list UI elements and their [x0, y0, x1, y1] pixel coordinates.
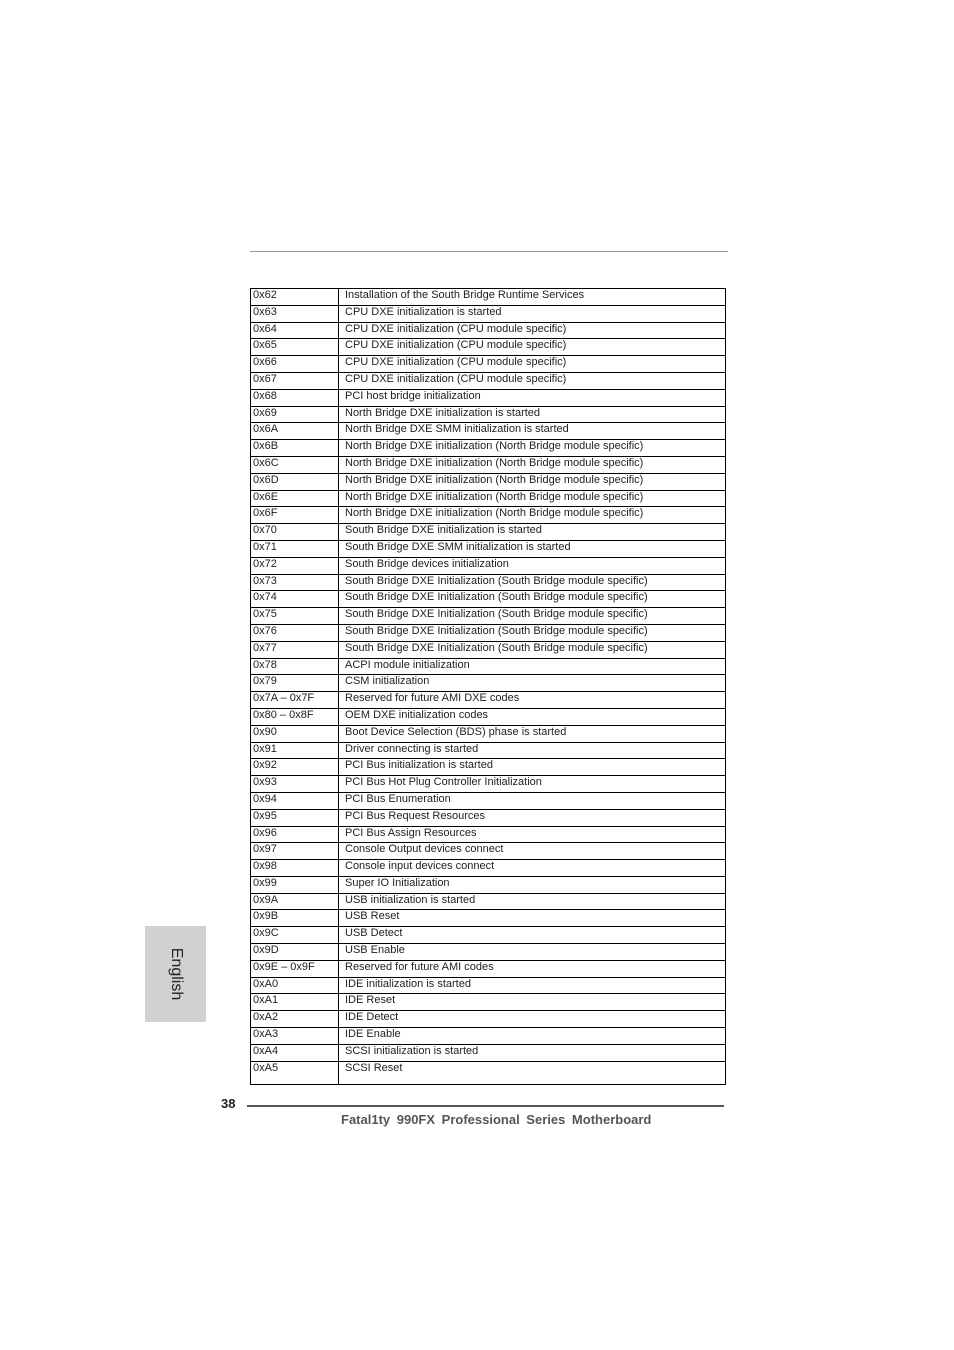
table-row [251, 456, 726, 473]
post-code-cell: 0x95 [251, 809, 339, 826]
table-row [251, 322, 726, 339]
post-code-cell: 0x92 [251, 759, 339, 776]
post-code-cell: 0x99 [251, 876, 339, 893]
post-code-description-cell: North Bridge DXE initialization is started [339, 406, 726, 423]
post-code-cell: 0x80 – 0x8F [251, 708, 339, 725]
table-row [251, 507, 726, 524]
post-code-description-cell: OEM DXE initialization codes [339, 708, 726, 725]
table-row [251, 557, 726, 574]
table-row [251, 675, 726, 692]
post-code-description-cell: South Bridge DXE initialization is started [339, 524, 726, 541]
table-row [251, 305, 726, 322]
post-code-cell: 0x69 [251, 406, 339, 423]
table-row [251, 1011, 726, 1028]
table-row [251, 776, 726, 793]
post-code-description-cell: North Bridge DXE initialization (North Bridge module specific) [339, 473, 726, 490]
table-row [251, 792, 726, 809]
table-row [251, 406, 726, 423]
table-row [251, 893, 726, 910]
post-code-description-cell: Console input devices connect [339, 860, 726, 877]
table-row [251, 1044, 726, 1061]
table-row [251, 960, 726, 977]
footer-divider [247, 1105, 724, 1107]
post-code-description-cell: South Bridge DXE Initialization (South Bridge module specific) [339, 624, 726, 641]
post-code-cell: 0x68 [251, 389, 339, 406]
post-code-cell: 0x9E – 0x9F [251, 960, 339, 977]
table-row [251, 1061, 726, 1084]
post-code-description-cell: South Bridge DXE Initialization (South Bridge module specific) [339, 591, 726, 608]
post-code-cell: 0x6B [251, 440, 339, 457]
post-code-description-cell: PCI host bridge initialization [339, 389, 726, 406]
post-code-cell: 0x6E [251, 490, 339, 507]
post-code-cell: 0x72 [251, 557, 339, 574]
post-code-description-cell: North Bridge DXE initialization (North Bridge module specific) [339, 490, 726, 507]
table-row [251, 641, 726, 658]
post-code-description-cell: Boot Device Selection (BDS) phase is started [339, 725, 726, 742]
post-code-description-cell: USB Enable [339, 944, 726, 961]
post-code-cell: 0x75 [251, 608, 339, 625]
post-code-cell: 0x74 [251, 591, 339, 608]
table-row [251, 524, 726, 541]
post-code-description-cell: Reserved for future AMI DXE codes [339, 692, 726, 709]
post-code-cell: 0xA3 [251, 1028, 339, 1045]
post-code-description-cell: North Bridge DXE initialization (North Bridge module specific) [339, 440, 726, 457]
table-row [251, 440, 726, 457]
table-row [251, 339, 726, 356]
table-row [251, 927, 726, 944]
table-row [251, 809, 726, 826]
post-code-cell: 0x9B [251, 910, 339, 927]
table-row [251, 876, 726, 893]
table-row [251, 591, 726, 608]
table-row [251, 658, 726, 675]
post-code-description-cell: IDE Reset [339, 994, 726, 1011]
post-code-description-cell: IDE Enable [339, 1028, 726, 1045]
post-code-description-cell: South Bridge DXE Initialization (South Bridge module specific) [339, 608, 726, 625]
post-code-description-cell: PCI Bus Hot Plug Controller Initialization [339, 776, 726, 793]
post-code-cell: 0x94 [251, 792, 339, 809]
table-row [251, 372, 726, 389]
post-code-cell: 0x93 [251, 776, 339, 793]
page-number: 38 [221, 1096, 236, 1111]
post-code-description-cell: CPU DXE initialization (CPU module specific) [339, 322, 726, 339]
table-row [251, 843, 726, 860]
post-code-description-cell: Reserved for future AMI codes [339, 960, 726, 977]
post-code-description-cell: CPU DXE initialization is started [339, 305, 726, 322]
table-row [251, 574, 726, 591]
post-code-cell: 0xA5 [251, 1061, 339, 1084]
post-code-description-cell: Installation of the South Bridge Runtime Services [339, 289, 726, 306]
post-code-cell: 0x65 [251, 339, 339, 356]
post-code-description-cell: CPU DXE initialization (CPU module specific) [339, 356, 726, 373]
post-code-cell: 0x91 [251, 742, 339, 759]
post-code-description-cell: PCI Bus Assign Resources [339, 826, 726, 843]
post-code-description-cell: SCSI initialization is started [339, 1044, 726, 1061]
table-row [251, 994, 726, 1011]
post-code-description-cell: North Bridge DXE initialization (North Bridge module specific) [339, 456, 726, 473]
post-code-description-cell: USB Reset [339, 910, 726, 927]
language-tab-label: English [167, 947, 185, 1001]
post-code-description-cell: South Bridge devices initialization [339, 557, 726, 574]
language-tab [145, 926, 206, 1022]
post-code-table [250, 288, 726, 1085]
post-code-cell: 0x71 [251, 540, 339, 557]
table-row [251, 1028, 726, 1045]
post-code-cell: 0x97 [251, 843, 339, 860]
post-code-description-cell: Super IO Initialization [339, 876, 726, 893]
post-code-cell: 0xA0 [251, 977, 339, 994]
post-code-description-cell: South Bridge DXE Initialization (South Bridge module specific) [339, 641, 726, 658]
post-code-cell: 0x6C [251, 456, 339, 473]
post-code-description-cell: CPU DXE initialization (CPU module specific) [339, 339, 726, 356]
table-row [251, 473, 726, 490]
table-row [251, 624, 726, 641]
table-row [251, 608, 726, 625]
post-code-cell: 0x9D [251, 944, 339, 961]
post-code-description-cell: Driver connecting is started [339, 742, 726, 759]
table-row [251, 742, 726, 759]
post-code-description-cell: SCSI Reset [339, 1061, 726, 1084]
post-code-description-cell: South Bridge DXE Initialization (South Bridge module specific) [339, 574, 726, 591]
post-code-description-cell: IDE initialization is started [339, 977, 726, 994]
table-row [251, 910, 726, 927]
post-code-cell: 0x62 [251, 289, 339, 306]
post-code-table-body [251, 289, 726, 1085]
post-code-description-cell: CSM initialization [339, 675, 726, 692]
post-code-cell: 0x76 [251, 624, 339, 641]
post-code-cell: 0x78 [251, 658, 339, 675]
table-row [251, 977, 726, 994]
top-divider [250, 251, 728, 252]
post-code-cell: 0x96 [251, 826, 339, 843]
post-code-cell: 0x67 [251, 372, 339, 389]
post-code-cell: 0x9A [251, 893, 339, 910]
post-code-cell: 0x6D [251, 473, 339, 490]
post-code-cell: 0x77 [251, 641, 339, 658]
table-row [251, 692, 726, 709]
table-row [251, 860, 726, 877]
post-code-cell: 0x70 [251, 524, 339, 541]
post-code-cell: 0x98 [251, 860, 339, 877]
table-row [251, 540, 726, 557]
post-code-cell: 0x6A [251, 423, 339, 440]
post-code-description-cell: Console Output devices connect [339, 843, 726, 860]
post-code-description-cell: PCI Bus Request Resources [339, 809, 726, 826]
table-row [251, 708, 726, 725]
table-row [251, 356, 726, 373]
post-code-cell: 0x64 [251, 322, 339, 339]
post-code-cell: 0x7A – 0x7F [251, 692, 339, 709]
table-row [251, 289, 726, 306]
table-row [251, 826, 726, 843]
post-code-description-cell: PCI Bus Enumeration [339, 792, 726, 809]
post-code-cell: 0x6F [251, 507, 339, 524]
footer-title: Fatal1ty 990FX Professional Series Motherboard [341, 1112, 652, 1127]
post-code-cell: 0xA1 [251, 994, 339, 1011]
post-code-description-cell: USB initialization is started [339, 893, 726, 910]
post-code-cell: 0x73 [251, 574, 339, 591]
post-code-cell: 0x63 [251, 305, 339, 322]
post-code-cell: 0x90 [251, 725, 339, 742]
post-code-cell: 0xA4 [251, 1044, 339, 1061]
post-code-description-cell: South Bridge DXE SMM initialization is started [339, 540, 726, 557]
post-code-description-cell: CPU DXE initialization (CPU module specific) [339, 372, 726, 389]
table-row [251, 944, 726, 961]
table-row [251, 423, 726, 440]
post-code-description-cell: North Bridge DXE SMM initialization is started [339, 423, 726, 440]
post-code-cell: 0xA2 [251, 1011, 339, 1028]
post-code-cell: 0x79 [251, 675, 339, 692]
table-row [251, 389, 726, 406]
post-code-description-cell: IDE Detect [339, 1011, 726, 1028]
table-row [251, 759, 726, 776]
post-code-description-cell: USB Detect [339, 927, 726, 944]
post-code-description-cell: North Bridge DXE initialization (North Bridge module specific) [339, 507, 726, 524]
post-code-cell: 0x66 [251, 356, 339, 373]
post-code-cell: 0x9C [251, 927, 339, 944]
post-code-description-cell: PCI Bus initialization is started [339, 759, 726, 776]
table-row [251, 490, 726, 507]
table-row [251, 725, 726, 742]
post-code-description-cell: ACPI module initialization [339, 658, 726, 675]
